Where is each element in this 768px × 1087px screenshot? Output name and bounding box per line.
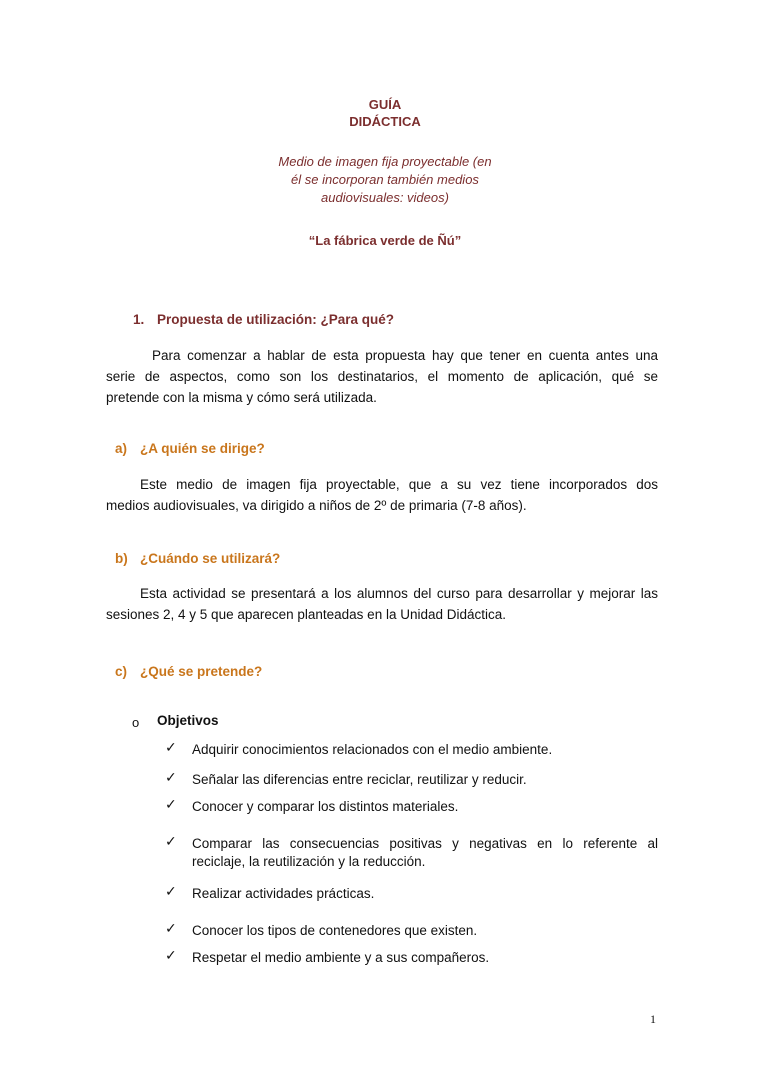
check-icon: ✓ (165, 796, 177, 812)
section1-para-line: serie de aspectos, como son los destinatarios, el momento de aplicación, qué se (106, 369, 658, 384)
doc-title (250, 96, 520, 130)
section-a-letter: a) (115, 441, 128, 456)
section-c-heading: ¿Qué se pretende? (140, 664, 263, 679)
section1-para-line: Para comenzar a hablar de esta propuesta hay que tener en cuenta antes una (152, 348, 658, 363)
check-icon: ✓ (165, 769, 177, 785)
check-icon: ✓ (165, 920, 177, 936)
objective-item: Señalar las diferencias entre reciclar, reutilizar y reducir. (192, 772, 527, 787)
section1-heading: Propuesta de utilización: ¿Para qué? (157, 312, 395, 327)
doc-title-line1: GUÍA (368, 97, 402, 112)
section1-para-line: pretende con la misma y cómo será utilizada. (106, 390, 377, 405)
objective-item-multiline (192, 835, 658, 871)
section-b-para-line: sesiones 2, 4 y 5 que aparecen planteadas en la Unidad Didáctica. (106, 607, 507, 622)
page-number: 1 (650, 1012, 656, 1026)
section-c-letter: c) (115, 664, 128, 679)
objective-item: Conocer y comparar los distintos materiales. (192, 799, 459, 814)
check-icon: ✓ (165, 833, 177, 849)
section-a-para-line: medios audiovisuales, va dirigido a niños de 2º de primaria (7-8 años). (106, 498, 527, 513)
section-a-paragraph (106, 474, 658, 516)
objective-item: Respetar el medio ambiente y a sus compañeros. (192, 950, 490, 965)
doc-subtitle-line1: Medio de imagen fija proyectable (en (278, 154, 492, 169)
section1-number: 1. (133, 312, 145, 327)
objective-item: Realizar actividades prácticas. (192, 886, 375, 901)
check-icon: ✓ (165, 947, 177, 963)
doc-subtitle-line3: audiovisuales: videos) (321, 190, 449, 205)
objective-item-line: reciclaje, la reutilización y la reducción. (192, 854, 426, 869)
doc-subtitle (250, 153, 520, 207)
doc-subtitle-line2: él se incorporan también medios (291, 172, 479, 187)
objectives-bullet-icon: o (132, 715, 140, 730)
section1-paragraph (106, 345, 658, 408)
objectives-heading: Objetivos (157, 713, 219, 728)
section-a-para-line: Este medio de imagen fija proyectable, que a su vez tiene incorporados dos (140, 477, 658, 492)
section-b-letter: b) (115, 551, 128, 566)
doc-title-line2: DIDÁCTICA (349, 114, 421, 129)
section-b-paragraph (106, 583, 658, 625)
doc-quote: “La fábrica verde de Ñú” (308, 233, 462, 248)
objective-item: Conocer los tipos de contenedores que existen. (192, 923, 478, 938)
section-b-para-line: Esta actividad se presentará a los alumnos del curso para desarrollar y mejorar las (140, 586, 658, 601)
check-icon: ✓ (165, 739, 177, 755)
section-b-heading: ¿Cuándo se utilizará? (140, 551, 281, 566)
objective-item: Adquirir conocimientos relacionados con el medio ambiente. (192, 742, 553, 757)
check-icon: ✓ (165, 883, 177, 899)
section-a-heading: ¿A quién se dirige? (140, 441, 265, 456)
objective-item-line: Comparar las consecuencias positivas y negativas en lo referente al (192, 836, 658, 851)
